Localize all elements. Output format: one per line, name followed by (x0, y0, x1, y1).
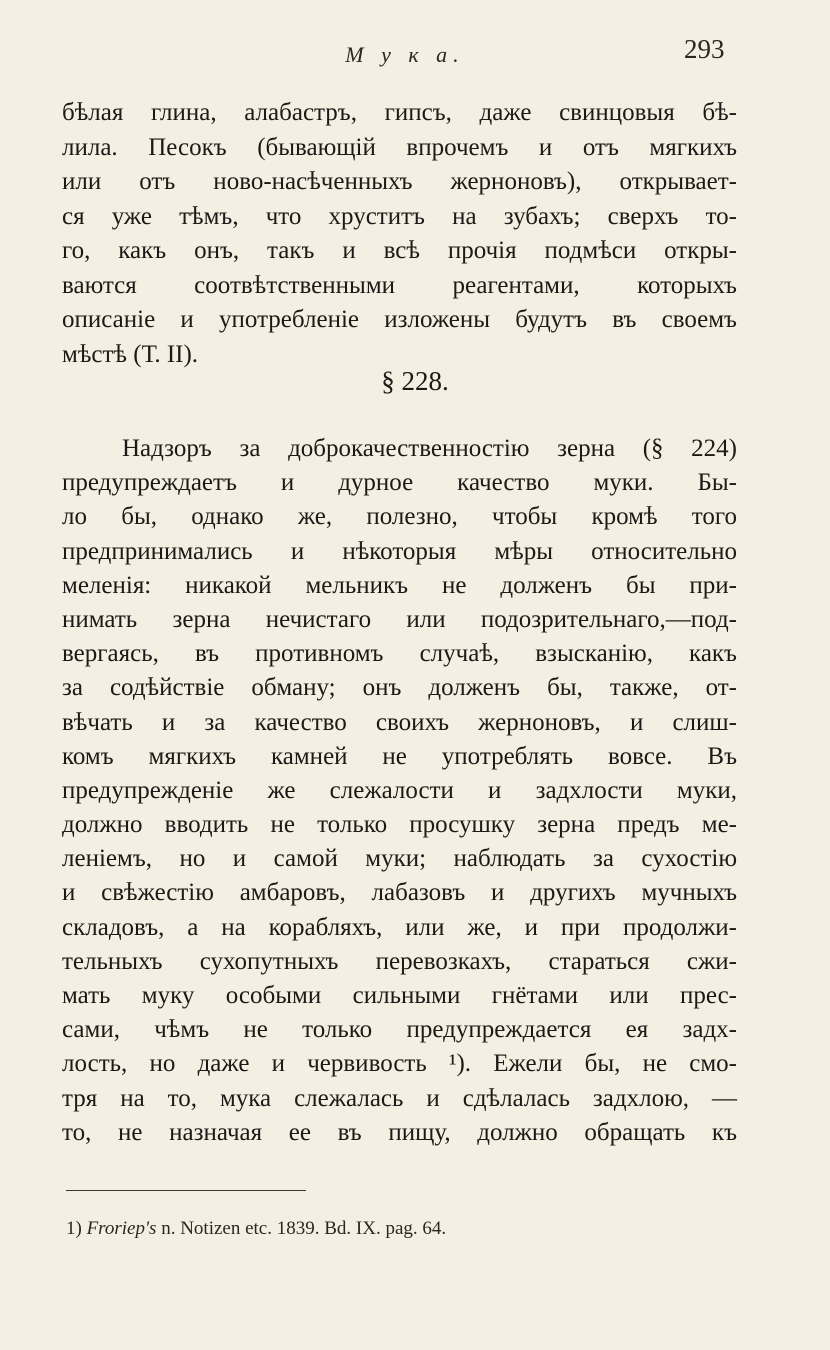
text-line: Надзоръ за доброкачественностію зерна (§ 224) (122, 435, 737, 462)
text-line: нимать зерна нечистаго или подозрительнаго,—под- (62, 605, 737, 633)
text-line: го, какъ онъ, такъ и всѣ прочія подмѣси откры- (62, 237, 737, 264)
paragraph-continued (62, 96, 737, 372)
text-line: тря на то, мука слежалась и сдѣлалась задхлою, — (62, 1084, 737, 1112)
text-line: ся уже тѣмъ, что хруститъ на зубахъ; сверхъ то- (62, 202, 737, 230)
text-line: вѣчать и за качество своихъ жерноновъ, и слиш- (62, 708, 737, 736)
paragraph-section-228 (62, 432, 737, 1150)
text-line: лила. Песокъ (бывающій впрочемъ и отъ мягкихъ (62, 133, 737, 161)
text-line: мать муку особыми сильными гнётами или прес- (62, 982, 737, 1009)
text-line: сами, чѣмъ не только предупреждается ея задх- (62, 1016, 737, 1044)
text-line: или отъ ново-насѣченныхъ жерноновъ), открывает- (62, 168, 737, 195)
text-line: комъ мягкихъ камней не употреблять вовсе. Въ (62, 742, 737, 770)
text-line: описаніе и употребленіе изложены будутъ въ своемъ (62, 306, 737, 333)
text-line: меленія: никакой мельникъ не долженъ бы при- (62, 571, 737, 599)
text-line: леніемъ, но и самой муки; наблюдать за сухостію (62, 845, 737, 873)
running-head (0, 34, 830, 82)
text-line: то, не назначая ее въ пищу, должно обращать къ (62, 1118, 737, 1146)
text-line: предупрежденіе же слежалости и задхлости муки, (62, 776, 737, 804)
page-number: 293 (684, 34, 725, 64)
running-head-title: М у к а. (345, 42, 465, 67)
footnote-text: n. Notizen etc. 1839. Bd. IX. pag. 64. (161, 1218, 447, 1239)
text-line: ло бы, однако же, полезно, чтобы кромѣ того (62, 503, 737, 531)
text-line: и свѣжестію амбаровъ, лабазовъ и другихъ мучныхъ (62, 879, 737, 907)
text-line: предупреждаетъ и дурное качество муки. Бы- (62, 469, 737, 497)
text-line: предпринимались и нѣкоторыя мѣры относительно (62, 537, 737, 565)
footnote-marker: 1) (66, 1218, 82, 1239)
text-line: мѣстѣ (Т. II). (62, 340, 199, 368)
text-line: должно вводить не только просушку зерна предъ ме- (62, 811, 737, 839)
text-line: бѣлая глина, алабастръ, гипсъ, даже свинцовыя бѣ- (62, 99, 737, 126)
text-line: складовъ, а на корабляхъ, или же, и при продолжи- (62, 913, 737, 941)
footnote-divider (66, 1190, 306, 1193)
text-line: вергаясь, въ противномъ случаѣ, взысканію, какъ (62, 640, 737, 668)
text-line: ваются соотвѣтственными реагентами, которыхъ (62, 271, 737, 299)
footnote (66, 1217, 446, 1241)
footnote-source: Froriep's (86, 1218, 157, 1239)
text-line: лость, но даже и червивость ¹). Ежели бы, не смо- (62, 1050, 737, 1078)
text-line: за содѣйствіе обману; онъ долженъ бы, также, от- (62, 674, 737, 702)
section-heading: § 228. (381, 366, 449, 396)
text-line: тельныхъ сухопутныхъ перевозкахъ, стараться сжи- (62, 947, 737, 975)
